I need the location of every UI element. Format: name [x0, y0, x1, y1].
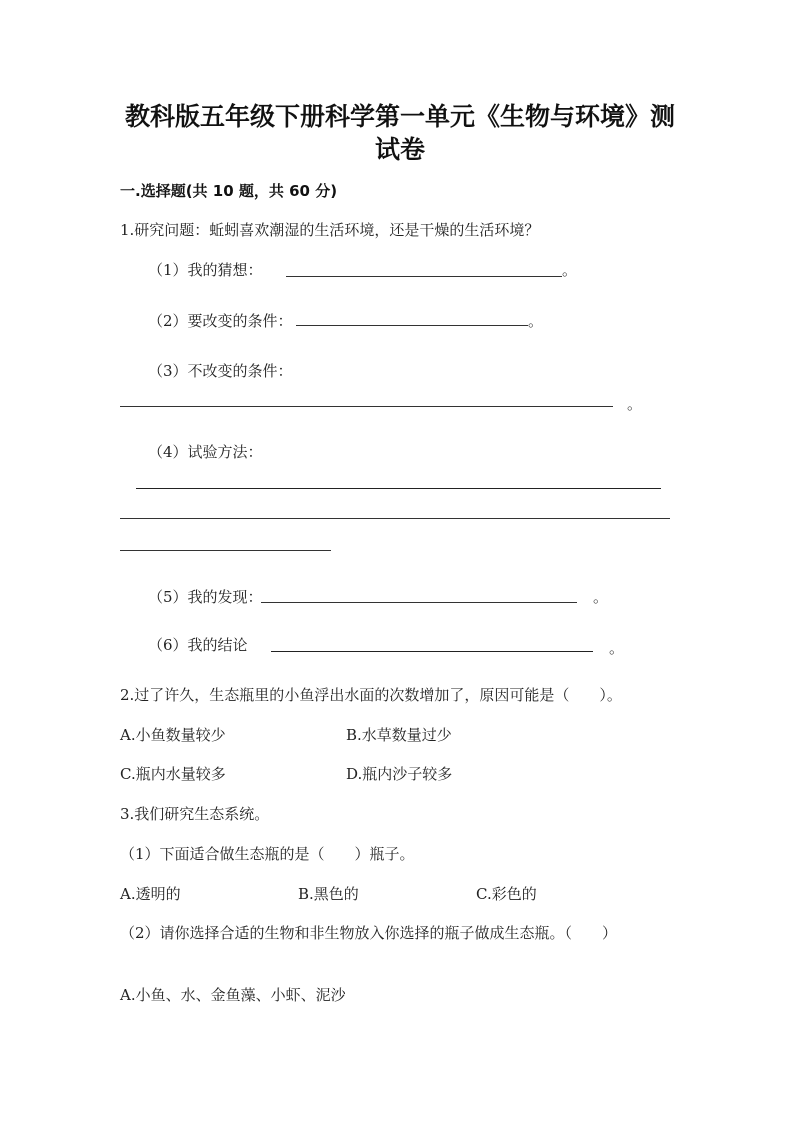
option-c[interactable]: C.瓶内水量较多 [120, 765, 226, 783]
answer-blank-line[interactable] [286, 276, 562, 277]
option-a[interactable]: A.小鱼、水、金鱼藻、小虾、泥沙 [120, 986, 346, 1004]
period-mark: 。 [627, 395, 643, 413]
question-1-part-4-label: （4）试验方法： [148, 443, 263, 461]
page-title: 教科版五年级下册科学第一单元《生物与环境》测 [124, 102, 675, 131]
answer-blank-line[interactable] [120, 518, 670, 519]
period-mark: 。 [593, 588, 609, 606]
question-1-part-1-label: （1）我的猜想： [148, 261, 263, 279]
answer-blank-line[interactable] [120, 550, 331, 551]
question-1-part-5-label: （5）我的发现： [148, 588, 263, 606]
option-b[interactable]: B.水草数量过少 [346, 726, 452, 744]
page-title-continued: 试卷 [374, 135, 425, 164]
option-b[interactable]: B.黑色的 [298, 885, 359, 903]
answer-blank-line[interactable] [120, 406, 613, 407]
period-mark: 。 [609, 639, 625, 657]
question-3-sub-1: （1）下面适合做生态瓶的是（ ）瓶子。 [120, 845, 415, 863]
period-mark: 。 [528, 312, 544, 330]
answer-blank-line[interactable] [136, 488, 661, 489]
option-d[interactable]: D.瓶内沙子较多 [346, 765, 453, 783]
answer-blank-line[interactable] [261, 602, 577, 603]
question-1-part-3-label: （3）不改变的条件： [148, 362, 293, 380]
period-mark: 。 [562, 261, 578, 279]
question-2-stem: 2.过了许久，生态瓶里的小鱼浮出水面的次数增加了，原因可能是（ ）。 [120, 686, 622, 704]
question-1-part-6-label: （6）我的结论 [148, 636, 248, 654]
section-heading: 一.选择题(共 10 题，共 60 分) [120, 182, 338, 200]
option-a[interactable]: A.小鱼数量较少 [120, 726, 226, 744]
option-a[interactable]: A.透明的 [120, 885, 181, 903]
question-1-stem: 1.研究问题：蚯蚓喜欢潮湿的生活环境，还是干燥的生活环境？ [120, 221, 540, 239]
question-3-stem: 3.我们研究生态系统。 [120, 805, 270, 823]
answer-blank-line[interactable] [271, 651, 593, 652]
option-c[interactable]: C.彩色的 [476, 885, 537, 903]
question-1-part-2-label: （2）要改变的条件： [148, 312, 293, 330]
answer-blank-line[interactable] [296, 325, 528, 326]
question-3-sub-2: （2）请你选择合适的生物和非生物放入你选择的瓶子做成生态瓶。（ ） [120, 924, 618, 942]
